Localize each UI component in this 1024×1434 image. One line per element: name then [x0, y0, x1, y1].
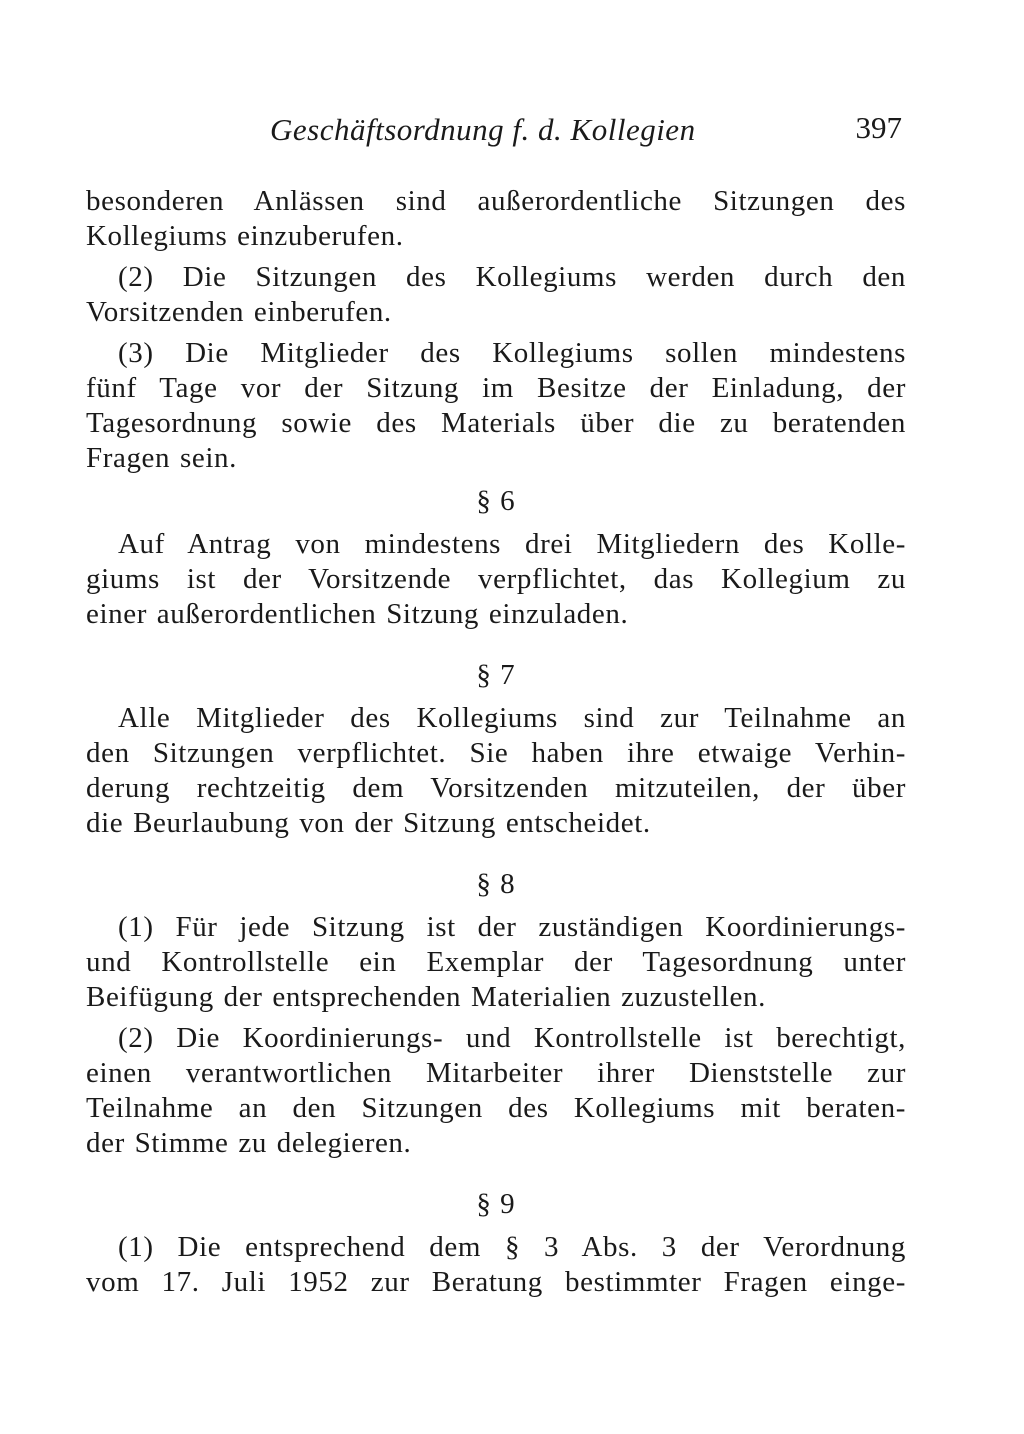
text-line: Vorsitzenden einberufen.: [86, 296, 392, 328]
running-head: [86, 112, 906, 156]
text-line: fünf Tage vor der Sitzung im Besitze der Einladung, der: [86, 372, 906, 404]
text-line: und Kontrollstelle ein Exemplar der Tagesordnung unter: [86, 946, 906, 978]
paragraph-section-7: [86, 701, 906, 841]
text-line: der Stimme zu delegieren.: [86, 1127, 412, 1159]
body-text: [86, 184, 906, 1300]
text-line: (2) Die Koordinierungs- und Kontrollstelle ist berechtigt,: [118, 1022, 906, 1054]
text-line: Teilnahme an den Sitzungen des Kollegiums mit beraten-: [86, 1092, 906, 1124]
text-line: (1) Die entsprechend dem § 3 Abs. 3 der Verordnung: [118, 1231, 906, 1263]
text-line: Alle Mitglieder des Kollegiums sind zur Teilnahme an: [118, 702, 906, 734]
text-line: einer außerordentlichen Sitzung einzuladen.: [86, 598, 629, 630]
paragraph-section-6: [86, 527, 906, 632]
text-line: Auf Antrag von mindestens drei Mitgliedern des Kolle-: [118, 528, 906, 560]
text-line: (2) Die Sitzungen des Kollegiums werden durch den: [118, 261, 906, 293]
text-line: (1) Für jede Sitzung ist der zuständigen Koordinierungs-: [118, 911, 906, 943]
text-line: vom 17. Juli 1952 zur Beratung bestimmter Fragen einge-: [86, 1266, 906, 1298]
text-line: Fragen sein.: [86, 442, 237, 474]
text-line: Tagesordnung sowie des Materials über die zu beratenden: [86, 407, 906, 439]
text-line: Beifügung der entsprechenden Materialien zuzustellen.: [86, 981, 766, 1013]
paragraph-section-8-sub-1: [86, 910, 906, 1015]
page-number: 397: [855, 110, 902, 145]
paragraph-section-8-sub-2: [86, 1021, 906, 1161]
section-heading-9: § 9: [476, 1188, 516, 1220]
section-heading-8: § 8: [476, 868, 516, 900]
text-line: besonderen Anlässen sind außerordentliche Sitzungen des: [86, 185, 906, 217]
paragraph-sub-3: [86, 336, 906, 476]
text-line: derung rechtzeitig dem Vorsitzenden mitzuteilen, der über: [86, 772, 906, 804]
section-heading-6: § 6: [476, 485, 516, 517]
paragraph-continuation: [86, 184, 906, 254]
section-heading-7: § 7: [476, 659, 516, 691]
text-line: den Sitzungen verpflichtet. Sie haben ihre etwaige Verhin-: [86, 737, 906, 769]
text-line: (3) Die Mitglieder des Kollegiums sollen mindestens: [118, 337, 906, 369]
text-line: die Beurlaubung von der Sitzung entscheidet.: [86, 807, 651, 839]
running-title: Geschäftsordnung f. d. Kollegien: [270, 112, 696, 147]
paragraph-sub-2: [86, 260, 906, 330]
text-line: einen verantwortlichen Mitarbeiter ihrer Dienststelle zur: [86, 1057, 906, 1089]
text-line: Kollegiums einzuberufen.: [86, 220, 404, 252]
paragraph-section-9: [86, 1230, 906, 1300]
text-line: giums ist der Vorsitzende verpflichtet, das Kollegium zu: [86, 563, 906, 595]
